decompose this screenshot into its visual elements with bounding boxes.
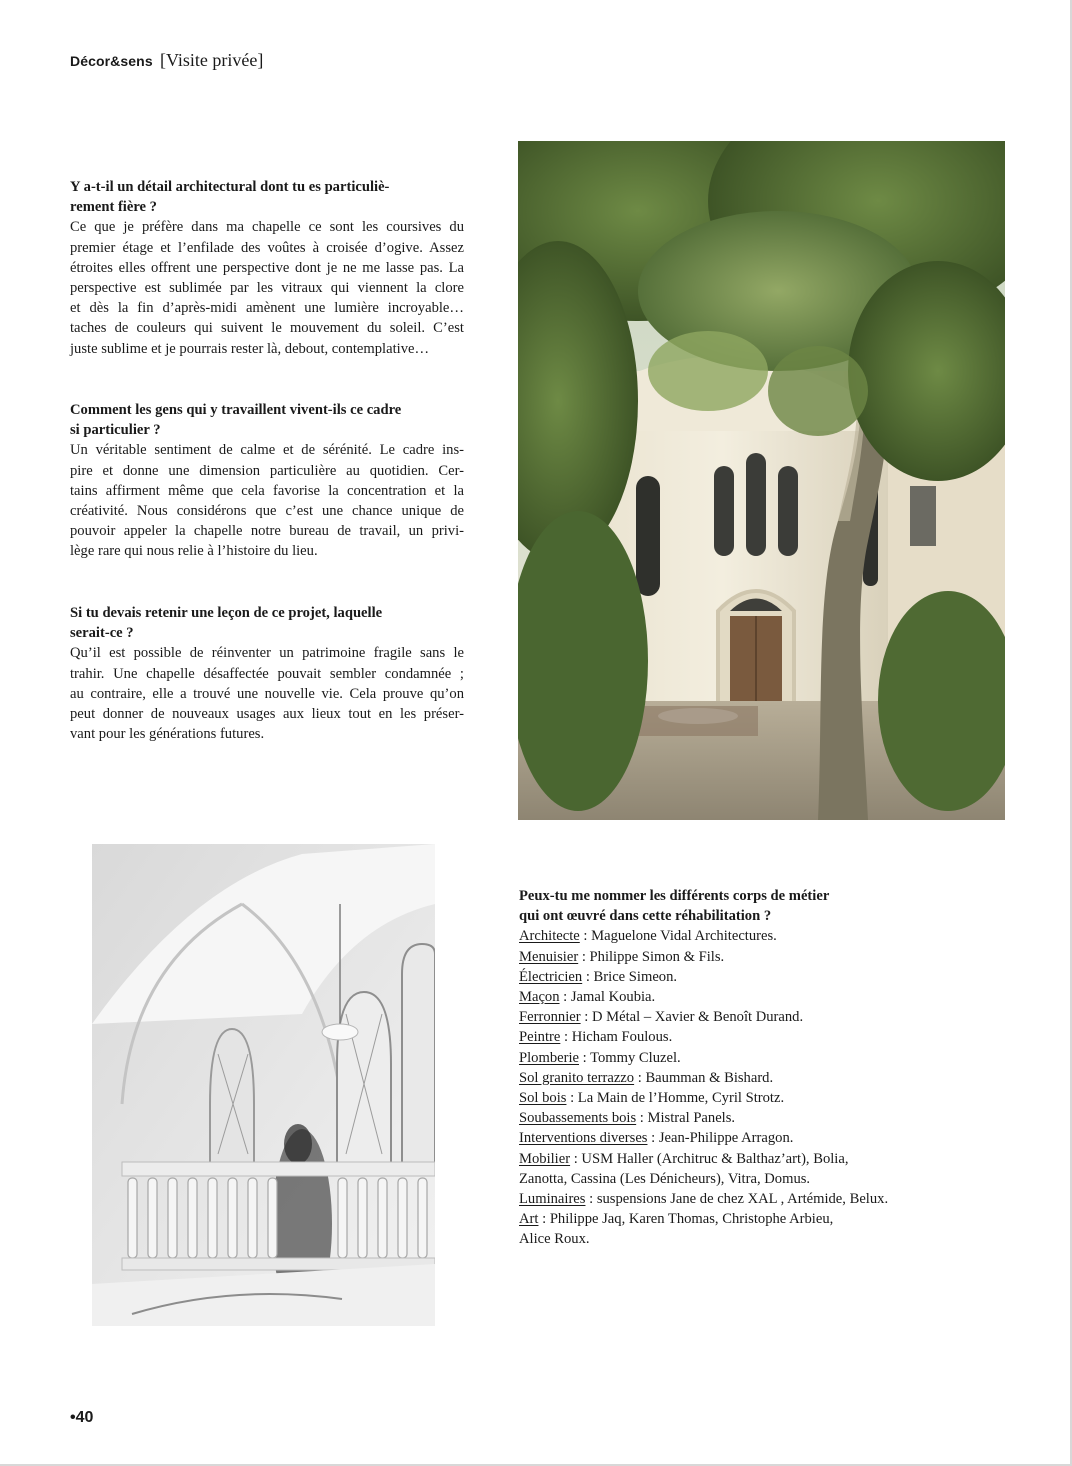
question-line: qui ont œuvré dans cette réhabilitation ? <box>519 908 772 925</box>
trade-name: : Baumman & Bishard. <box>634 1069 774 1086</box>
question <box>70 603 464 643</box>
trade-item <box>519 926 959 946</box>
question-line: si particulier ? <box>70 422 161 439</box>
answer-line: lège rare qui nous relie à l’histoire du lieu. <box>70 543 318 560</box>
trade-item <box>519 1189 959 1209</box>
answer-line: taches de couleurs qui suivent le mouvement du soleil. C’est <box>70 320 464 337</box>
answer-line: étroites elles offrent une perspective dont je ne me lasse pas. La <box>70 259 464 276</box>
running-header <box>70 50 263 71</box>
trade-role: Art <box>519 1211 539 1228</box>
qa-block-2 <box>70 400 464 562</box>
answer-line: pouvoir appeler la chapelle notre bureau de travail, un privi- <box>70 523 464 540</box>
trade-name: : Mistral Panels. <box>636 1110 736 1127</box>
section-title: [Visite privée] <box>159 50 264 70</box>
qa-block-3 <box>70 603 464 744</box>
magazine-brand: Décor&sens <box>70 53 153 69</box>
trade-item <box>519 1108 959 1128</box>
answer-line: vant pour les générations futures. <box>70 726 265 743</box>
trade-item <box>519 1209 959 1229</box>
answer-line: et dès la fin d’après-midi amènent une lumière incroyable… <box>70 300 464 317</box>
answer <box>70 643 464 744</box>
trades-question <box>519 886 959 926</box>
trade-item-continued: Zanotta, Cassina (Les Dénicheurs), Vitra, Domus. <box>519 1170 811 1187</box>
trades-block <box>519 886 959 1250</box>
trade-item-continued: Alice Roux. <box>519 1231 590 1248</box>
question <box>70 400 464 440</box>
trade-role: Mobilier <box>519 1150 571 1167</box>
trade-name: : Tommy Cluzel. <box>579 1049 681 1066</box>
answer-line: pire et donne une dimension particulière au quotidien. Cer- <box>70 462 464 479</box>
question-line: Comment les gens qui y travaillent vivent-ils ce cadre <box>70 402 402 418</box>
trade-item <box>519 1088 959 1108</box>
answer-line: Ce que je préfère dans ma chapelle ce sont les coursives du <box>70 219 464 236</box>
chapel-exterior-photo <box>518 141 1005 820</box>
trade-item <box>519 1007 959 1027</box>
trade-item <box>519 967 959 987</box>
trade-name: : suspensions Jane de chez XAL , Artémide, Belux. <box>585 1191 889 1208</box>
trade-role: Luminaires <box>519 1191 586 1208</box>
trade-name: : Jean-Philippe Arragon. <box>647 1130 794 1147</box>
trade-item <box>519 1027 959 1047</box>
trade-name: : Jamal Koubia. <box>559 989 656 1006</box>
answer-line: juste sublime et je pourrais rester là, debout, contemplative… <box>70 340 430 357</box>
trade-item <box>519 947 959 967</box>
answer-line: Qu’il est possible de réinventer un patrimoine fragile sans le <box>70 645 464 662</box>
answer-line: tains affirment même que cela favorise la concentration et la <box>70 482 464 499</box>
answer-line: au contraire, elle a trouvé une nouvelle vie. Cela prouve qu’on <box>70 685 464 702</box>
trade-role: Maçon <box>519 989 560 1006</box>
question-line: Y a-t-il un détail architectural dont tu es particuliè- <box>70 179 390 195</box>
qa-block-1 <box>70 177 464 359</box>
answer <box>70 217 464 358</box>
trade-role: Ferronnier <box>519 1009 581 1026</box>
answer-line: trahir. Une chapelle désaffectée pouvait sembler condamnée ; <box>70 665 464 682</box>
trade-item <box>519 1068 959 1088</box>
trade-item <box>519 987 959 1007</box>
trade-role: Interventions diverses <box>519 1130 648 1147</box>
trades-list <box>519 926 959 1249</box>
trade-name: : USM Haller (Architruc & Balthaz’art), Bolia, <box>570 1150 849 1167</box>
trade-name: : Philippe Simon & Fils. <box>578 948 725 965</box>
answer <box>70 440 464 561</box>
trade-name: : Brice Simeon. <box>582 968 678 985</box>
trade-role: Électricien <box>519 968 583 985</box>
trade-name: : La Main de l’Homme, Cyril Strotz. <box>566 1090 785 1107</box>
trade-role: Architecte <box>519 928 580 945</box>
question <box>70 177 464 217</box>
question-line: Si tu devais retenir une leçon de ce projet, laquelle <box>70 605 383 621</box>
trade-role: Sol granito terrazzo <box>519 1069 635 1086</box>
chapel-interior-photo <box>92 844 435 1326</box>
trade-role: Plomberie <box>519 1049 579 1066</box>
trade-item <box>519 1149 959 1169</box>
trade-role: Menuisier <box>519 948 579 965</box>
trade-name: : Hicham Foulous. <box>560 1029 673 1046</box>
trade-role: Soubassements bois <box>519 1110 637 1127</box>
trade-item <box>519 1128 959 1148</box>
trade-name: : D Métal – Xavier & Benoît Durand. <box>580 1009 804 1026</box>
question-line: Peux-tu me nommer les différents corps de métier <box>519 888 830 904</box>
answer-line: peut donner de nouveaux usages aux lieux tout en les préser- <box>70 706 464 723</box>
trade-role: Sol bois <box>519 1090 567 1107</box>
trade-name: : Philippe Jaq, Karen Thomas, Christophe Arbieu, <box>538 1211 834 1228</box>
question-line: serait-ce ? <box>70 625 134 642</box>
answer-line: créativité. Nous considérons que c’est une chance unique de <box>70 503 464 520</box>
answer-line: Un véritable sentiment de calme et de sérénité. Le cadre ins- <box>70 442 464 459</box>
trade-role: Peintre <box>519 1029 561 1046</box>
trade-item <box>519 1048 959 1068</box>
trade-name: : Maguelone Vidal Architectures. <box>579 928 777 945</box>
page-number: •40 <box>70 1409 94 1426</box>
question-line: rement fière ? <box>70 199 157 216</box>
answer-line: premier étage et l’enfilade des voûtes à croisée d’ogive. Assez <box>70 239 464 256</box>
answer-line: perspective est sublimée par les vitraux qui viennent la clore <box>70 280 464 297</box>
